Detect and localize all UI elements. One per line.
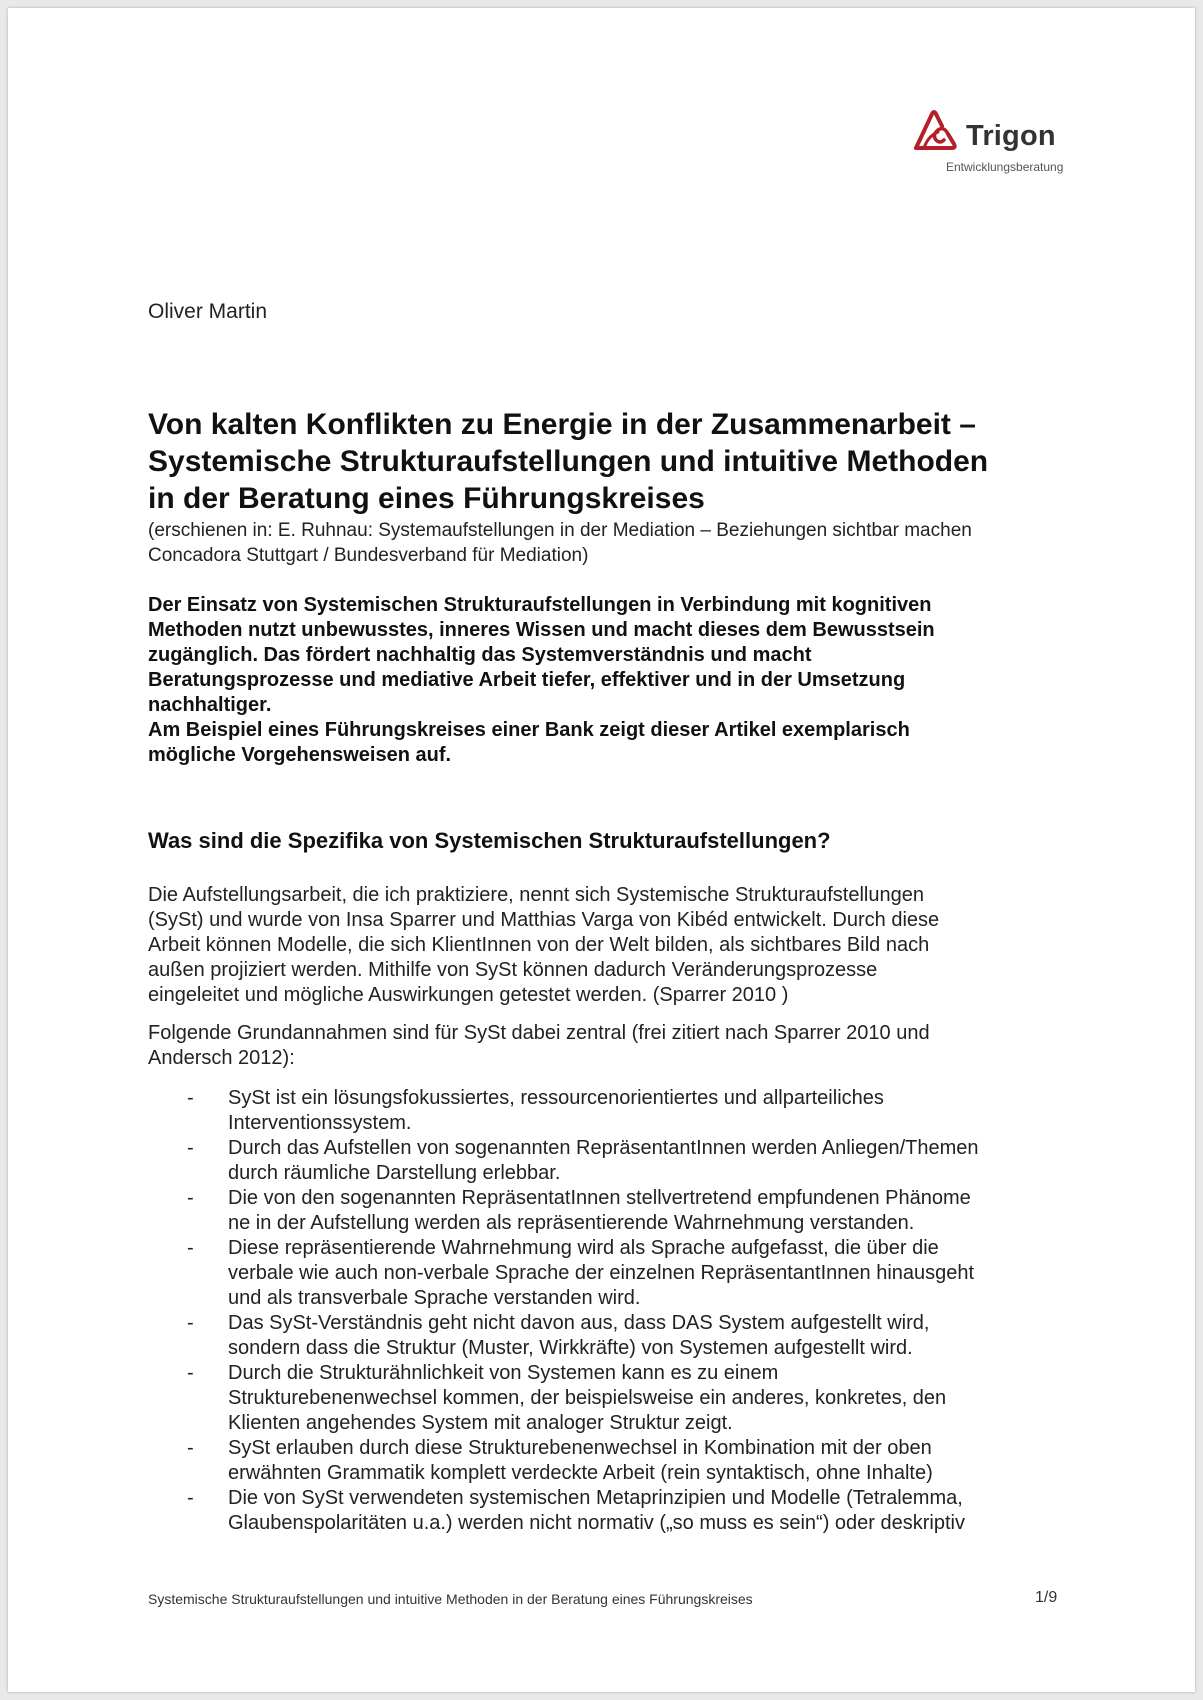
list-item-line: Die von den sogenannten RepräsentatInnen stellvertretend empfundenen Phänome xyxy=(228,1187,971,1209)
logo-tagline: Entwicklungsberatung xyxy=(946,160,1064,174)
title-line: Systemische Strukturaufstellungen und intuitive Methoden xyxy=(148,445,989,478)
list-item-line: Interventionssystem. xyxy=(228,1112,412,1134)
list-item-line: SySt ist ein lösungsfokussiertes, ressourcenorientiertes und allparteiliches xyxy=(228,1087,884,1109)
bullet-dash: - xyxy=(187,1487,194,1509)
list-item-line: Klienten angehendes System mit analoger Struktur zeigt. xyxy=(228,1412,733,1434)
abstract-line: nachhaltiger. xyxy=(148,694,272,716)
bullet-dash: - xyxy=(187,1187,194,1209)
publication-line: (erschienen in: E. Ruhnau: Systemaufstellungen in der Mediation – Beziehungen sichtbar machen xyxy=(148,520,972,541)
paragraph-line: Die Aufstellungsarbeit, die ich praktiziere, nennt sich Systemische Strukturaufstellungen xyxy=(148,884,924,906)
list-item-line: Glaubenspolaritäten u.a.) werden nicht normativ („so muss es sein“) oder deskriptiv xyxy=(228,1512,965,1534)
abstract-line: zugänglich. Das fördert nachhaltig das Systemverständnis und macht xyxy=(148,644,812,666)
list-item-line: erwähnten Grammatik komplett verdeckte Arbeit (rein syntaktisch, ohne Inhalte) xyxy=(228,1462,933,1484)
abstract-line: Beratungsprozesse und mediative Arbeit tiefer, effektiver und in der Umsetzung xyxy=(148,669,906,691)
list-item-line: ne in der Aufstellung werden als repräsentierende Wahrnehmung verstanden. xyxy=(228,1212,915,1234)
bullet-dash: - xyxy=(187,1087,194,1109)
publication-line: Concadora Stuttgart / Bundesverband für Mediation) xyxy=(148,545,589,566)
page-number: 1/9 xyxy=(1035,1589,1058,1606)
publication-note xyxy=(148,518,1108,568)
abstract-line: mögliche Vorgehensweisen auf. xyxy=(148,744,452,766)
list-item xyxy=(148,1486,1108,1536)
abstract xyxy=(148,593,1108,768)
document-page xyxy=(8,8,1195,1692)
list-item-line: sondern dass die Struktur (Muster, Wirkkräfte) von Systemen aufgestellt wird. xyxy=(228,1337,913,1359)
list-item-line: Durch das Aufstellen von sogenannten RepräsentantInnen werden Anliegen/Themen xyxy=(228,1137,979,1159)
list-item-line: und als transverbale Sprache verstanden wird. xyxy=(228,1287,641,1309)
list-item-line: SySt erlauben durch diese Strukturebenenwechsel in Kombination mit der oben xyxy=(228,1437,932,1459)
abstract-line: Der Einsatz von Systemischen Strukturaufstellungen in Verbindung mit kognitiven xyxy=(148,594,932,616)
bullet-dash: - xyxy=(187,1237,194,1259)
abstract-line: Am Beispiel eines Führungskreises einer Bank zeigt dieser Artikel exemplarisch xyxy=(148,719,910,741)
logo-wordmark: Trigon xyxy=(966,120,1056,152)
list-item xyxy=(148,1086,1108,1136)
list-item-line: Strukturebenenwechsel kommen, der beispielsweise ein anderes, konkretes, den xyxy=(228,1387,947,1409)
document-title xyxy=(148,406,1078,517)
list-item-line: Das SySt-Verständnis geht nicht davon aus, dass DAS System aufgestellt wird, xyxy=(228,1312,930,1334)
list-item-line: durch räumliche Darstellung erlebbar. xyxy=(228,1162,561,1184)
paragraph-assumptions xyxy=(148,1021,1108,1071)
paragraph-intro xyxy=(148,883,1108,1008)
title-line: Von kalten Konflikten zu Energie in der Zusammenarbeit – xyxy=(148,408,976,441)
paragraph-line: Folgende Grundannahmen sind für SySt dabei zentral (frei zitiert nach Sparrer 2010 und xyxy=(148,1022,930,1044)
assumptions-list xyxy=(148,1086,1108,1536)
list-item-line: verbale wie auch non-verbale Sprache der einzelnen RepräsentantInnen hinausgeht xyxy=(228,1262,975,1284)
list-item xyxy=(148,1186,1108,1236)
list-item xyxy=(148,1436,1108,1486)
abstract-line: Methoden nutzt unbewusstes, inneres Wissen und macht dieses dem Bewusstsein xyxy=(148,619,935,641)
bullet-dash: - xyxy=(187,1137,194,1159)
list-item-line: Die von SySt verwendeten systemischen Metaprinzipien und Modelle (Tetralemma, xyxy=(228,1487,963,1509)
trigon-logo xyxy=(912,108,1072,178)
bullet-dash: - xyxy=(187,1362,194,1384)
bullet-dash: - xyxy=(187,1437,194,1459)
list-item xyxy=(148,1311,1108,1361)
paragraph-line: (SySt) und wurde von Insa Sparrer und Matthias Varga von Kibéd entwickelt. Durch diese xyxy=(148,909,940,931)
paragraph-line: außen projiziert werden. Mithilfe von SySt können dadurch Veränderungsprozesse xyxy=(148,959,878,981)
author-name: Oliver Martin xyxy=(148,300,268,323)
paragraph-line: eingeleitet und mögliche Auswirkungen getestet werden. (Sparrer 2010 ) xyxy=(148,984,789,1006)
footer-title: Systemische Strukturaufstellungen und intuitive Methoden in der Beratung eines Führungskreises xyxy=(148,1591,753,1607)
title-line: in der Beratung eines Führungskreises xyxy=(148,482,705,515)
list-item xyxy=(148,1236,1108,1311)
paragraph-line: Arbeit können Modelle, die sich KlientInnen von der Welt bilden, als sichtbares Bild nach xyxy=(148,934,930,956)
bullet-dash: - xyxy=(187,1312,194,1334)
list-item xyxy=(148,1136,1108,1186)
list-item-line: Durch die Strukturähnlichkeit von Systemen kann es zu einem xyxy=(228,1362,779,1384)
trigon-spiral-icon xyxy=(912,108,960,152)
list-item xyxy=(148,1361,1108,1436)
section-heading: Was sind die Spezifika von Systemischen Strukturaufstellungen? xyxy=(148,828,831,853)
paragraph-line: Andersch 2012): xyxy=(148,1047,295,1069)
list-item-line: Diese repräsentierende Wahrnehmung wird als Sprache aufgefasst, die über die xyxy=(228,1237,939,1259)
